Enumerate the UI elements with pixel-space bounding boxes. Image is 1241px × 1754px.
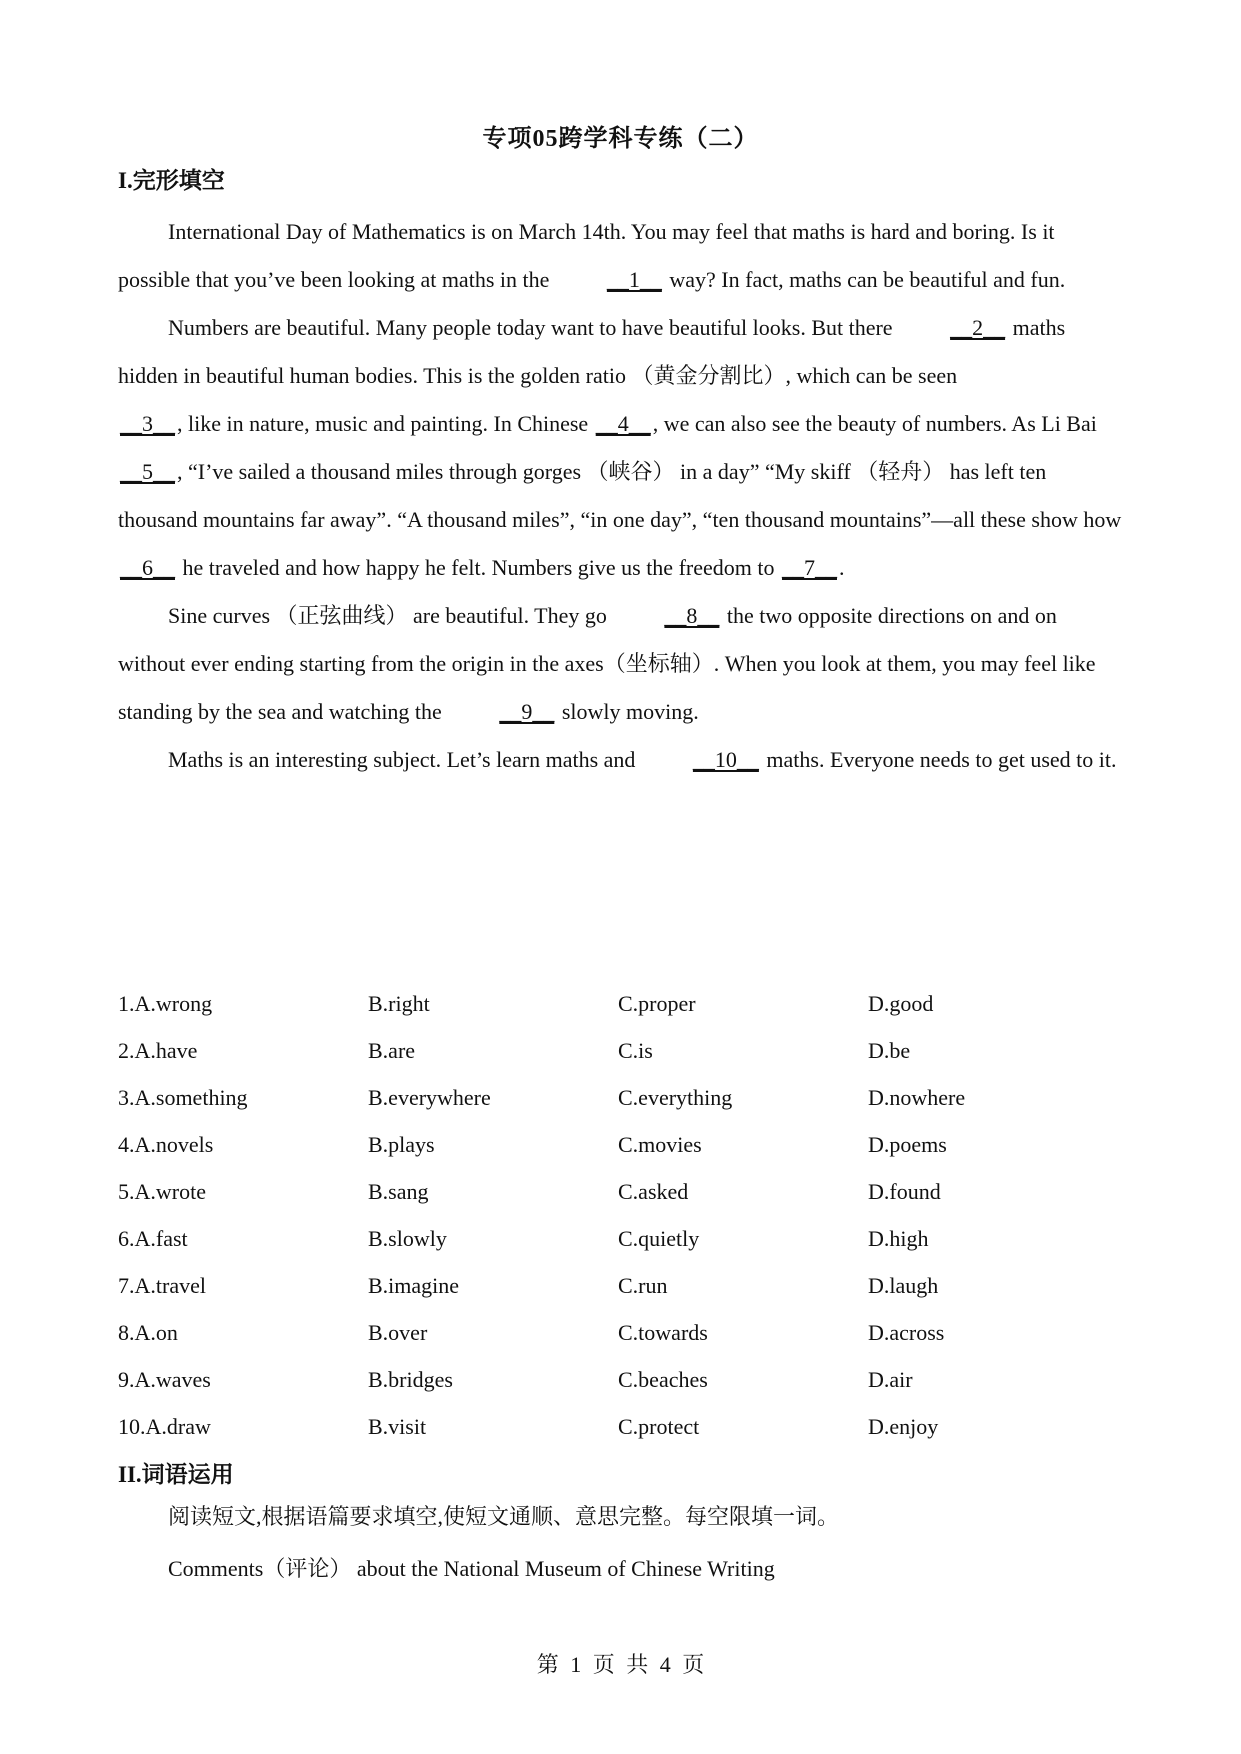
passage-text: . [838,555,845,580]
blank-4: __4__ [595,411,651,436]
option-a: 1.A.wrong [118,991,213,1016]
option-c: C.is [618,1038,653,1063]
option-b: B.are [368,1038,416,1063]
comments-title: Comments（评论） about the National Museum of Chinese Writing [168,1556,775,1581]
option-c: C.towards [618,1320,708,1345]
passage-paragraph-2 [118,304,1128,400]
option-a: 7.A.travel [118,1273,206,1298]
option-b: B.imagine [368,1273,460,1298]
option-a: 3.A.something [118,1085,248,1110]
option-b: B.bridges [368,1367,453,1392]
passage-text: International Day of Mathematics is on March 14th. You may feel that maths is hard and boring. Is it possible that you’ve been looking at maths in the [118,219,1055,292]
option-c: C.movies [618,1132,702,1157]
option-c: C.everything [618,1085,733,1110]
blank-10: __10__ [692,747,759,772]
option-d: D.laugh [868,1273,939,1298]
option-d: D.be [868,1038,911,1063]
option-a: 9.A.waves [118,1367,211,1392]
option-a: 8.A.on [118,1320,178,1345]
answer-options [118,980,1128,1450]
option-row-1 [118,980,1128,1027]
blank-2: __2__ [950,315,1006,340]
option-a: 5.A.wrote [118,1179,206,1204]
option-row-6 [118,1215,1128,1262]
passage-text: slowly moving. [556,699,699,724]
option-c: C.beaches [618,1367,708,1392]
blank-7: __7__ [781,555,837,580]
option-a: 4.A.novels [118,1132,214,1157]
option-b: B.over [368,1320,428,1345]
option-b: B.everywhere [368,1085,491,1110]
option-row-5 [118,1168,1128,1215]
option-d: D.air [868,1367,913,1392]
option-row-10 [118,1403,1128,1450]
option-row-3 [118,1074,1128,1121]
passage-paragraph-4 [118,592,1128,736]
passage-text: , we can also see the beauty of numbers. As Li Bai [652,411,1097,436]
option-d: D.good [868,991,934,1016]
passage-paragraph-5 [118,736,1128,784]
option-d: D.poems [868,1132,947,1157]
option-c: C.asked [618,1179,689,1204]
passage-text: Sine curves （正弦曲线） are beautiful. They go [168,603,613,628]
option-b: B.visit [368,1414,427,1439]
option-row-8 [118,1309,1128,1356]
option-c: C.protect [618,1414,700,1439]
passage-text: , like in nature, music and painting. In Chinese [177,411,594,436]
blank-9: __9__ [499,699,555,724]
passage-text: he traveled and how happy he felt. Numbers give us the freedom to [177,555,780,580]
option-d: D.nowhere [868,1085,966,1110]
cloze-passage [118,208,1128,784]
section-instruction: 阅读短文,根据语篇要求填空,使短文通顺、意思完整。每空限填一词。 [168,1504,840,1529]
passage-paragraph-1 [118,208,1128,304]
passage-text: maths hidden in beautiful human bodies. This is the golden ratio （黄金分割比）, which can be seen [118,315,1066,388]
option-row-4 [118,1121,1128,1168]
passage-text: Numbers are beautiful. Many people today want to have beautiful looks. But there [168,315,899,340]
option-row-7 [118,1262,1128,1309]
section-heading-word-usage: II.词语运用 [118,1462,234,1487]
option-d: D.enjoy [868,1414,939,1439]
option-b: B.right [368,991,430,1016]
blank-3: __3__ [120,411,175,436]
passage-text: Maths is an interesting subject. Let’s learn maths and [168,747,641,772]
option-c: C.quietly [618,1226,700,1251]
section-heading-cloze: I.完形填空 [118,168,225,193]
option-row-2 [118,1027,1128,1074]
option-row-9 [118,1356,1128,1403]
blank-1: __1__ [606,267,662,292]
option-d: D.found [868,1179,941,1204]
option-d: D.high [868,1226,929,1251]
option-b: B.plays [368,1132,435,1157]
passage-text: , “I’ve sailed a thousand miles through gorges （峡谷） in a day” “My skiff （轻舟） has left ten thousand mountains far away”. “A thousand miles”, “in one day”, “ten thousand mountains”—all these show how [118,459,1122,532]
blank-6: __6__ [120,555,175,580]
option-d: D.across [868,1320,945,1345]
option-b: B.slowly [368,1226,447,1251]
page-footer: 第 1 页 共 4 页 [536,1652,705,1677]
page-title: 专项05跨学科专练（二） [482,126,759,152]
option-a: 10.A.draw [118,1414,211,1439]
passage-text: the two opposite directions on and on without ever ending starting from the origin in the axes（坐标轴）. When you look at them, you may feel like standing by the sea and watching the [118,603,1096,724]
passage-paragraph-3 [118,400,1128,592]
passage-text: maths. Everyone needs to get used to it. [760,747,1117,772]
option-a: 2.A.have [118,1038,198,1063]
option-a: 6.A.fast [118,1226,188,1251]
blank-5: __5__ [120,459,175,484]
option-c: C.proper [618,991,696,1016]
option-b: B.sang [368,1179,429,1204]
passage-text: way? In fact, maths can be beautiful and fun. [663,267,1066,292]
blank-8: __8__ [664,603,720,628]
option-c: C.run [618,1273,668,1298]
